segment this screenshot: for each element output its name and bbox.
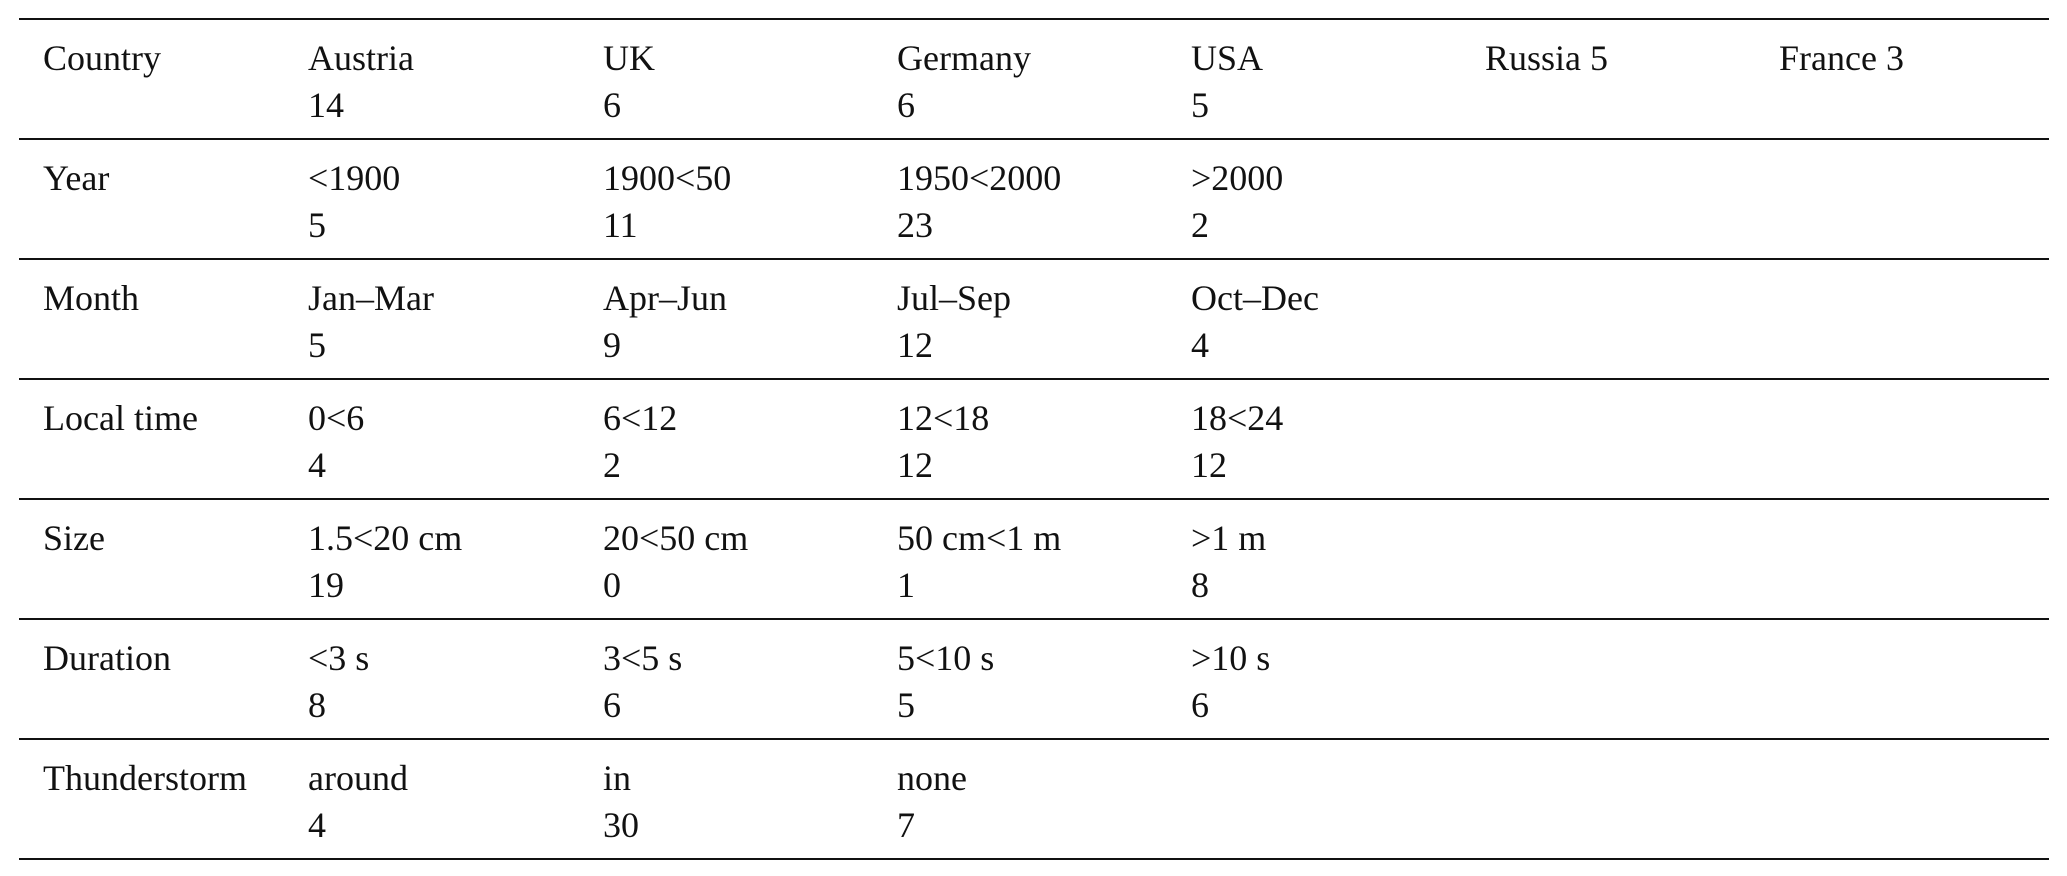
cell-count-value: 30 <box>603 805 639 845</box>
row-label: Thunderstorm <box>43 758 247 798</box>
cell-count-value: 7 <box>897 805 915 845</box>
table-row <box>19 499 2049 619</box>
cell-category-label: Germany <box>897 38 1031 78</box>
cell-category-label: Oct–Dec <box>1191 278 1319 318</box>
table-cell <box>1461 259 1755 379</box>
table-cell <box>1461 739 1755 859</box>
cell-category-label: >10 s <box>1191 638 1271 678</box>
table-cell <box>1755 379 2049 499</box>
table-cell <box>1167 19 1461 139</box>
table-cell <box>579 19 873 139</box>
cell-count-value: 5 <box>1191 85 1209 125</box>
row-label: Local time <box>43 398 198 438</box>
table-cell <box>1167 739 1461 859</box>
cell-count-value: 2 <box>1191 205 1209 245</box>
table-cell <box>1167 499 1461 619</box>
cell-count-value: 6 <box>603 85 621 125</box>
table-cell <box>1755 259 2049 379</box>
cell-category-label: around <box>308 758 408 798</box>
table-row <box>19 139 2049 259</box>
table-cell <box>284 739 579 859</box>
cell-category-label: 3<5 s <box>603 638 683 678</box>
cell-category-label: 1.5<20 cm <box>308 518 463 558</box>
table-row <box>19 259 2049 379</box>
cell-category-label: Russia 5 <box>1485 38 1609 78</box>
cell-category-label: 5<10 s <box>897 638 995 678</box>
row-header-cell <box>19 259 284 379</box>
table-cell <box>1461 619 1755 739</box>
cell-count-value: 5 <box>308 325 326 365</box>
table-cell <box>1167 259 1461 379</box>
cell-count-value: 12 <box>897 445 933 485</box>
row-header-cell <box>19 499 284 619</box>
cell-category-label: 1950<2000 <box>897 158 1062 198</box>
statistics-table <box>19 18 2049 860</box>
table-cell <box>1461 19 1755 139</box>
table-cell <box>873 139 1167 259</box>
table-cell <box>284 379 579 499</box>
cell-count-value: 5 <box>897 685 915 725</box>
table-cell <box>1167 139 1461 259</box>
cell-category-label: 20<50 cm <box>603 518 749 558</box>
table-cell <box>1461 139 1755 259</box>
table-row <box>19 619 2049 739</box>
cell-count-value: 6 <box>1191 685 1209 725</box>
cell-category-label: UK <box>603 38 655 78</box>
row-label: Country <box>43 38 162 78</box>
table-cell <box>284 499 579 619</box>
table-cell <box>1167 619 1461 739</box>
cell-category-label: USA <box>1191 38 1264 78</box>
row-header-cell <box>19 619 284 739</box>
cell-count-value: 14 <box>308 85 344 125</box>
cell-count-value: 4 <box>1191 325 1209 365</box>
cell-count-value: 0 <box>603 565 621 605</box>
cell-count-value: 8 <box>1191 565 1209 605</box>
row-header-cell <box>19 19 284 139</box>
table-body <box>19 19 2049 859</box>
table-cell <box>1461 379 1755 499</box>
table-cell <box>873 619 1167 739</box>
cell-category-label: 12<18 <box>897 398 990 438</box>
cell-category-label: none <box>897 758 967 798</box>
cell-count-value: 23 <box>897 205 933 245</box>
cell-count-value: 11 <box>603 205 638 245</box>
cell-category-label: <3 s <box>308 638 370 678</box>
table-cell <box>1167 379 1461 499</box>
cell-category-label: in <box>603 758 632 798</box>
row-header-cell <box>19 379 284 499</box>
cell-count-value: 8 <box>308 685 326 725</box>
table-cell <box>579 379 873 499</box>
cell-category-label: 6<12 <box>603 398 678 438</box>
cell-category-label: 50 cm<1 m <box>897 518 1062 558</box>
table-cell <box>579 499 873 619</box>
cell-category-label: 1900<50 <box>603 158 732 198</box>
cell-category-label: >1 m <box>1191 518 1267 558</box>
row-label: Year <box>43 158 110 198</box>
cell-category-label: Jul–Sep <box>897 278 1012 318</box>
cell-category-label: <1900 <box>308 158 401 198</box>
table-cell <box>1755 739 2049 859</box>
cell-count-value: 2 <box>603 445 621 485</box>
cell-category-label: 18<24 <box>1191 398 1284 438</box>
table-cell <box>873 499 1167 619</box>
table-cell <box>1461 499 1755 619</box>
table-cell <box>284 139 579 259</box>
cell-count-value: 19 <box>308 565 344 605</box>
cell-count-value: 12 <box>897 325 933 365</box>
cell-count-value: 5 <box>308 205 326 245</box>
table-cell <box>1755 139 2049 259</box>
table-row <box>19 19 2049 139</box>
row-label: Size <box>43 518 105 558</box>
cell-count-value: 1 <box>897 565 915 605</box>
table-cell <box>284 619 579 739</box>
table-cell <box>579 739 873 859</box>
table-cell <box>873 739 1167 859</box>
row-label: Month <box>43 278 140 318</box>
table-cell <box>1755 499 2049 619</box>
cell-category-label: Apr–Jun <box>603 278 727 318</box>
cell-count-value: 12 <box>1191 445 1227 485</box>
cell-category-label: France 3 <box>1779 38 1904 78</box>
table-cell <box>579 619 873 739</box>
table-cell <box>873 259 1167 379</box>
cell-count-value: 4 <box>308 445 326 485</box>
cell-category-label: Austria <box>308 38 414 78</box>
table-cell <box>1755 19 2049 139</box>
cell-count-value: 4 <box>308 805 326 845</box>
cell-category-label: Jan–Mar <box>308 278 434 318</box>
cell-category-label: >2000 <box>1191 158 1284 198</box>
row-header-cell <box>19 139 284 259</box>
cell-count-value: 6 <box>603 685 621 725</box>
table-cell <box>284 19 579 139</box>
cell-count-value: 9 <box>603 325 621 365</box>
table-cell <box>284 259 579 379</box>
table-row <box>19 379 2049 499</box>
table-cell <box>873 19 1167 139</box>
row-label: Duration <box>43 638 171 678</box>
table-row <box>19 739 2049 859</box>
cell-count-value: 6 <box>897 85 915 125</box>
table-cell <box>873 379 1167 499</box>
row-header-cell <box>19 739 284 859</box>
cell-category-label: 0<6 <box>308 398 365 438</box>
table-cell <box>579 139 873 259</box>
table-cell <box>579 259 873 379</box>
table-cell <box>1755 619 2049 739</box>
